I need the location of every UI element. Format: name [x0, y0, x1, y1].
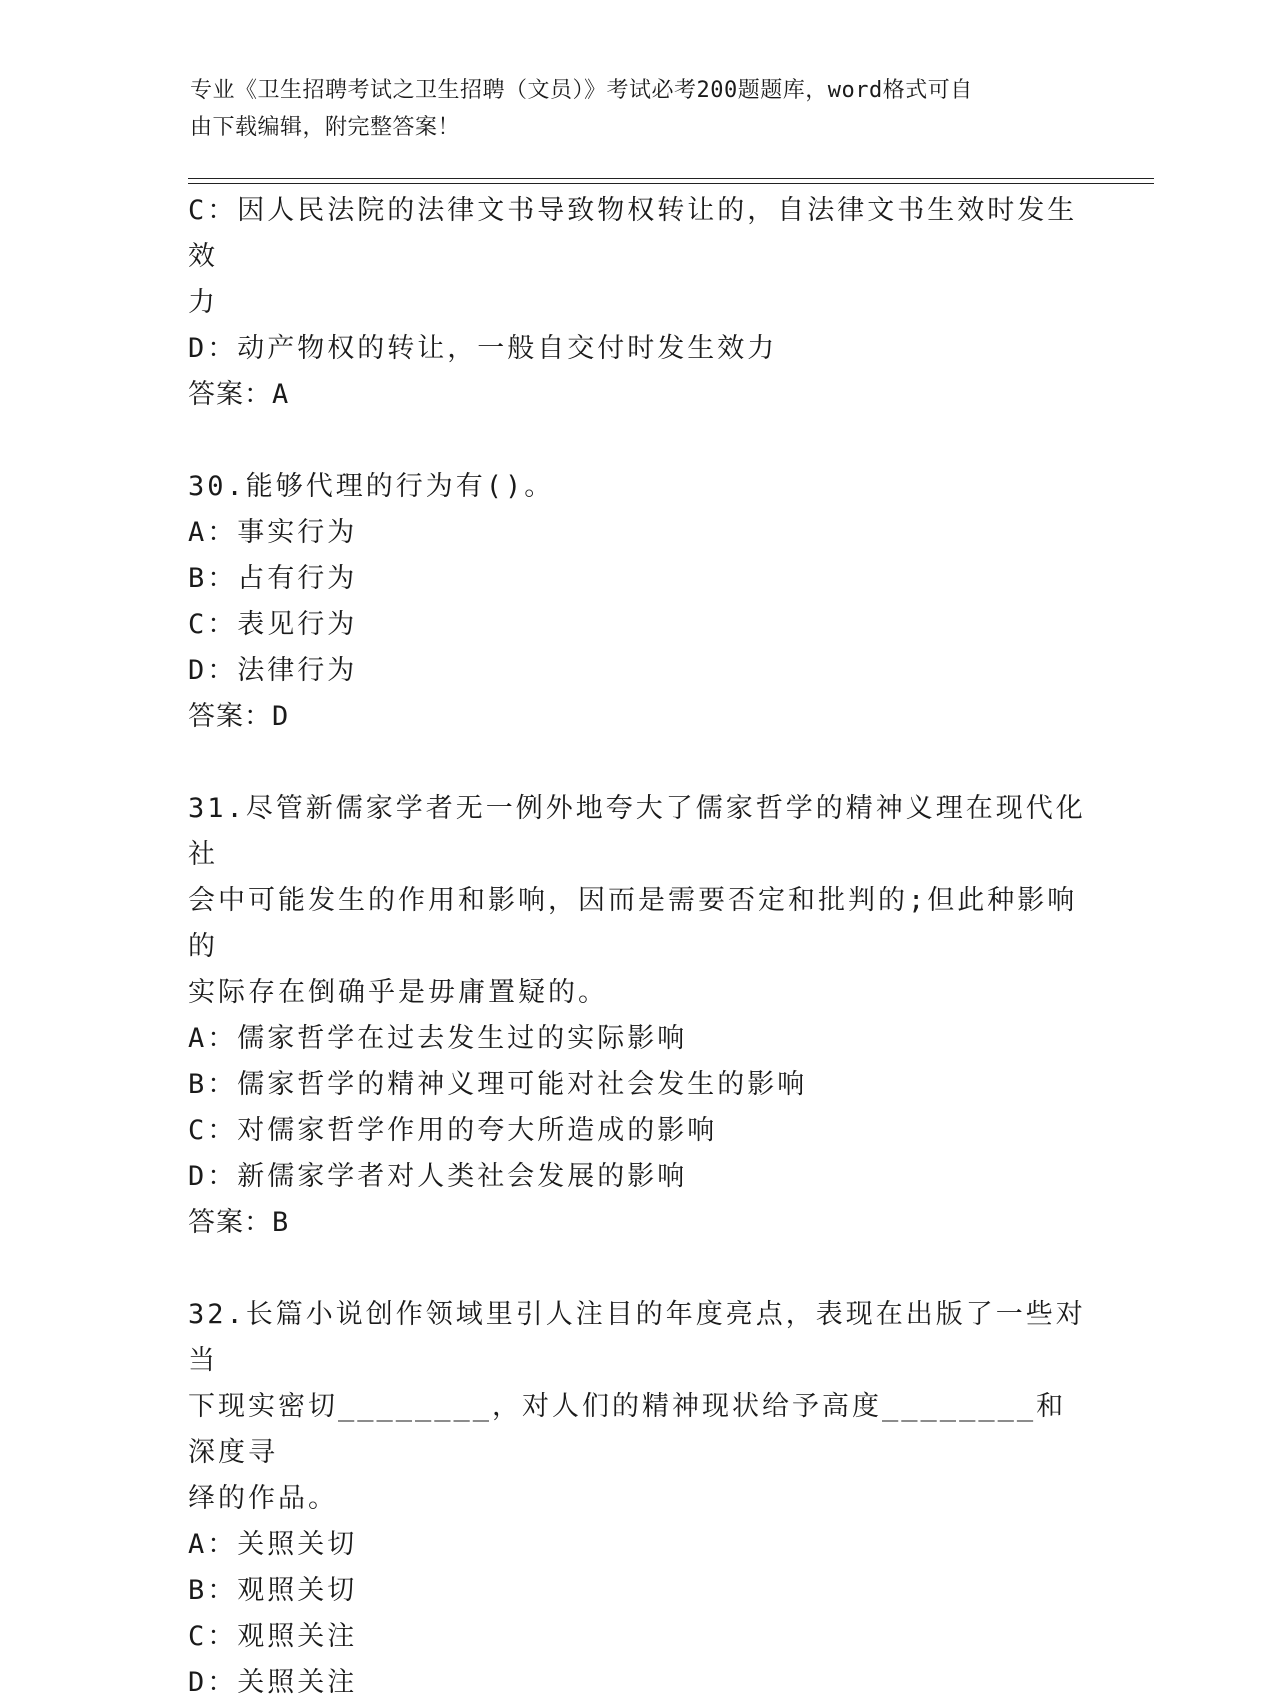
- answer-line: 答案：D: [188, 701, 290, 732]
- question-content: [188, 188, 1088, 1706]
- option-b: B：占有行为: [188, 563, 358, 594]
- question-31: [188, 786, 1088, 1246]
- question-stem-line-1: 31.尽管新儒家学者无一例外地夸大了儒家哲学的精神义理在现代化社: [188, 793, 1086, 870]
- question-stem-line-1: 32.长篇小说创作领域里引人注目的年度亮点，表现在出版了一些对当: [188, 1299, 1086, 1376]
- spacer: [188, 1246, 1088, 1292]
- question-30: [188, 464, 1088, 740]
- option-d: D：关照关注: [188, 1667, 358, 1698]
- question-32: [188, 1292, 1088, 1706]
- option-a: A：事实行为: [188, 517, 358, 548]
- option-c-line-2: 力: [188, 287, 218, 318]
- option-b: B：观照关切: [188, 1575, 358, 1606]
- header-rule-bottom: [188, 183, 1154, 184]
- option-a: A：儒家哲学在过去发生过的实际影响: [188, 1023, 688, 1054]
- option-d: D：法律行为: [188, 655, 358, 686]
- header-line-2: 由下载编辑，附完整答案！: [190, 115, 461, 140]
- spacer: [188, 418, 1088, 464]
- option-d: D：动产物权的转让，一般自交付时发生效力: [188, 333, 778, 364]
- option-a: A：关照关切: [188, 1529, 358, 1560]
- question-stem-line-2: 会中可能发生的作用和影响，因而是需要否定和批判的;但此种影响的: [188, 885, 1078, 962]
- spacer: [188, 740, 1088, 786]
- answer-line: 答案：B: [188, 1207, 290, 1238]
- question-stem-line-3: 绎的作品。: [188, 1483, 338, 1514]
- option-c: C：表见行为: [188, 609, 358, 640]
- question-29-tail: [188, 188, 1088, 418]
- option-b: B：儒家哲学的精神义理可能对社会发生的影响: [188, 1069, 808, 1100]
- option-c-line-1: C：因人民法院的法律文书导致物权转让的，自法律文书生效时发生效: [188, 195, 1078, 272]
- option-d: D：新儒家学者对人类社会发展的影响: [188, 1161, 688, 1192]
- answer-line: 答案：A: [188, 379, 290, 410]
- header-line-1: 专业《卫生招聘考试之卫生招聘（文员）》考试必考200题题库，word格式可自: [190, 78, 973, 103]
- option-c: C：观照关注: [188, 1621, 358, 1652]
- option-c: C：对儒家哲学作用的夸大所造成的影响: [188, 1115, 718, 1146]
- question-stem-line-3: 实际存在倒确乎是毋庸置疑的。: [188, 977, 608, 1008]
- question-stem: 30.能够代理的行为有()。: [188, 471, 555, 502]
- document-header: [190, 72, 1090, 146]
- question-stem-line-2: 下现实密切________，对人们的精神现状给予高度________和深度寻: [188, 1391, 1067, 1468]
- header-rule-top: [188, 178, 1154, 179]
